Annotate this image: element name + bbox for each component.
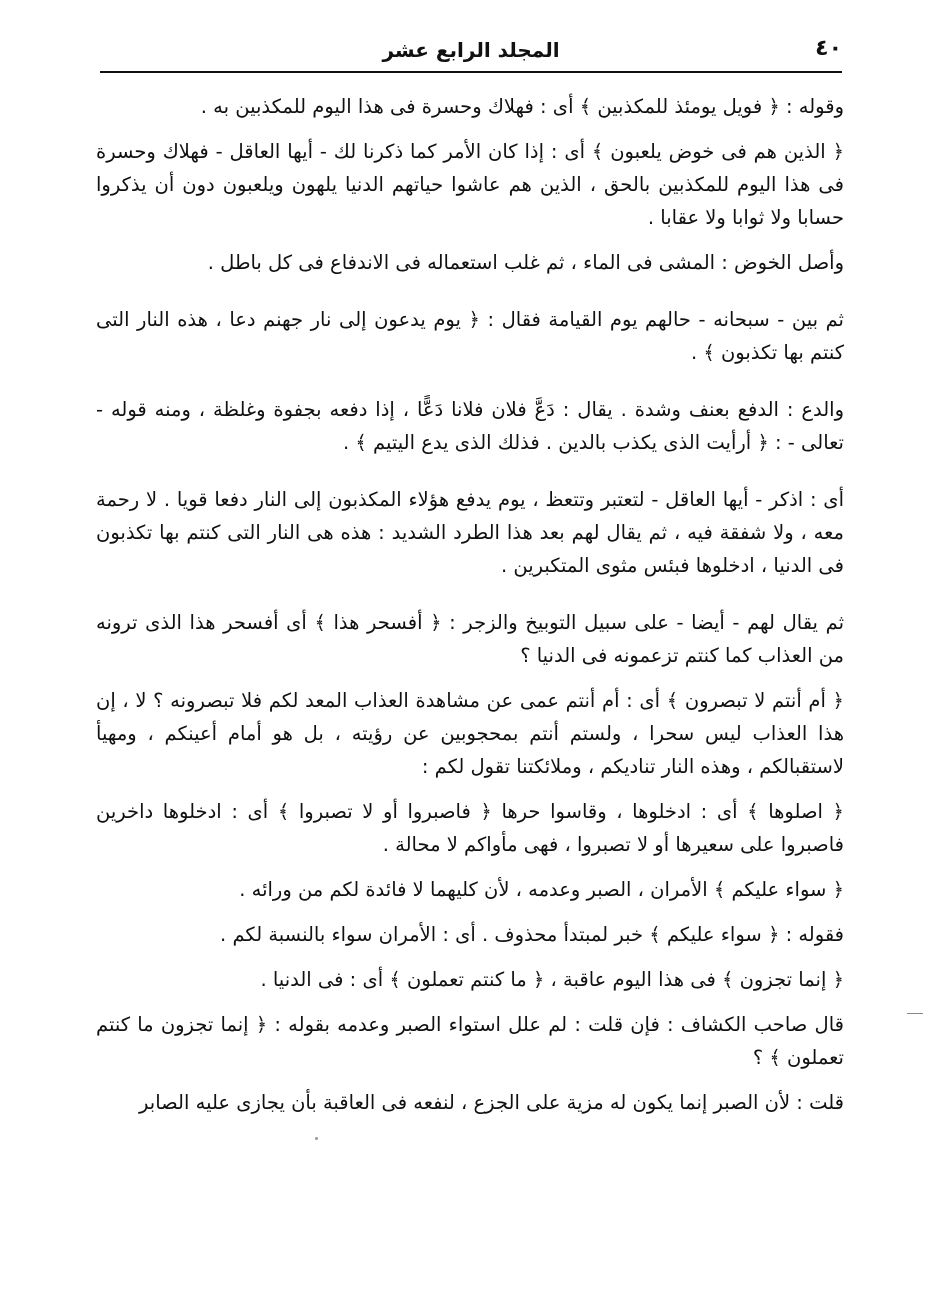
page-number: ٤٠ [815, 36, 842, 61]
paragraph-8: ﴿ أم أنتم لا تبصرون ﴾ أى : أم أنتم عمى عن مشاهدة العذاب المعد لكم فلا تبصرونه ؟ لا ، إن هذا العذاب ليس سحرا ، ولستم أنتم بمحجوبين عن رؤيته ، بل هو أمام أعينكم ، ومهيأ لاستقبالكم ، وهذه النار تناديكم ، وملائكتنا تقول لكم : [96, 689, 844, 778]
page-header [100, 36, 842, 68]
paragraph-7: ثم يقال لهم - أيضا - على سبيل التوبيخ والزجر : ﴿ أفسحر هذا ﴾ أى أفسحر هذا الذى ترونه من العذاب كما كنتم تزعمونه فى الدنيا ؟ [96, 611, 844, 667]
paragraph-9: ﴿ اصلوها ﴾ أى : ادخلوها ، وقاسوا حرها ﴿ فاصبروا أو لا تصبروا ﴾ أى : ادخلوها داخرين فاصبروا على سعيرها أو لا تصبروا ، فهى مأواكم لا محالة . [96, 800, 844, 856]
margin-mark [907, 1013, 923, 1014]
paragraph-2: ﴿ الذين هم فى خوض يلعبون ﴾ أى : إذا كان الأمر كما ذكرنا لك - أيها العاقل - فهلاك وحسرة فى هذا اليوم للمكذبين بالحق ، الذين هم عاشوا حياتهم الدنيا يلهون ويلعبون دون أن يذكروا حسابا ولا ثوابا ولا عقابا . [96, 140, 844, 229]
paragraph-11: فقوله : ﴿ سواء عليكم ﴾ خبر لمبتدأ محذوف . أى : الأمران سواء بالنسبة لكم . [220, 923, 844, 946]
paragraph-5: والدع : الدفع بعنف وشدة . يقال : دَعَّ فلان فلانا دَعًّا ، إذا دفعه بجفوة وغلظة ، ومنه قوله - تعالى - : ﴿ أرأيت الذى يكذب بالدين . فذلك الذى يدع اليتيم ﴾ . [96, 398, 844, 454]
paragraph-3: وأصل الخوض : المشى فى الماء ، ثم غلب استعماله فى الاندفاع فى كل باطل . [207, 251, 844, 274]
paragraph-12: ﴿ إنما تجزون ﴾ فى هذا اليوم عاقبة ، ﴿ ما كنتم تعملون ﴾ أى : فى الدنيا . [260, 968, 844, 991]
paragraph-1: وقوله : ﴿ فويل يومئذ للمكذبين ﴾ أى : فهلاك وحسرة فى هذا اليوم للمكذبين به . [200, 95, 844, 118]
body-text [96, 90, 844, 1210]
paragraph-13: قال صاحب الكشاف : فإن قلت : لم علل استواء الصبر وعدمه بقوله : ﴿ إنما تجزون ما كنتم تعملون ﴾ ؟ [96, 1013, 844, 1069]
paragraph-6: أى : اذكر - أيها العاقل - لتعتبر وتتعظ ، يوم يدفع هؤلاء المكذبون إلى النار دفعا قويا . لا رحمة معه ، ولا شفقة فيه ، ثم يقال لهم بعد هذا الطرد الشديد : هذه هى النار التى كنتم بها تكذبون فى الدنيا ، ادخلوها فبئس مثوى المتكبرين . [96, 488, 844, 577]
paragraph-4: ثم بين - سبحانه - حالهم يوم القيامة فقال : ﴿ يوم يدعون إلى نار جهنم دعا ، هذه النار التى كنتم بها تكذبون ﴾ . [96, 308, 844, 364]
paragraph-14: قلت : لأن الصبر إنما يكون له مزية على الجزع ، لنفعه فى العاقبة بأن يجازى عليه الصابر [139, 1091, 844, 1114]
scan-speck [315, 1137, 318, 1140]
paragraph-10: ﴿ سواء عليكم ﴾ الأمران ، الصبر وعدمه ، لأن كليهما لا فائدة لكم من ورائه . [239, 878, 844, 901]
running-title: المجلد الرابع عشر [382, 38, 560, 62]
header-rule [100, 71, 842, 73]
